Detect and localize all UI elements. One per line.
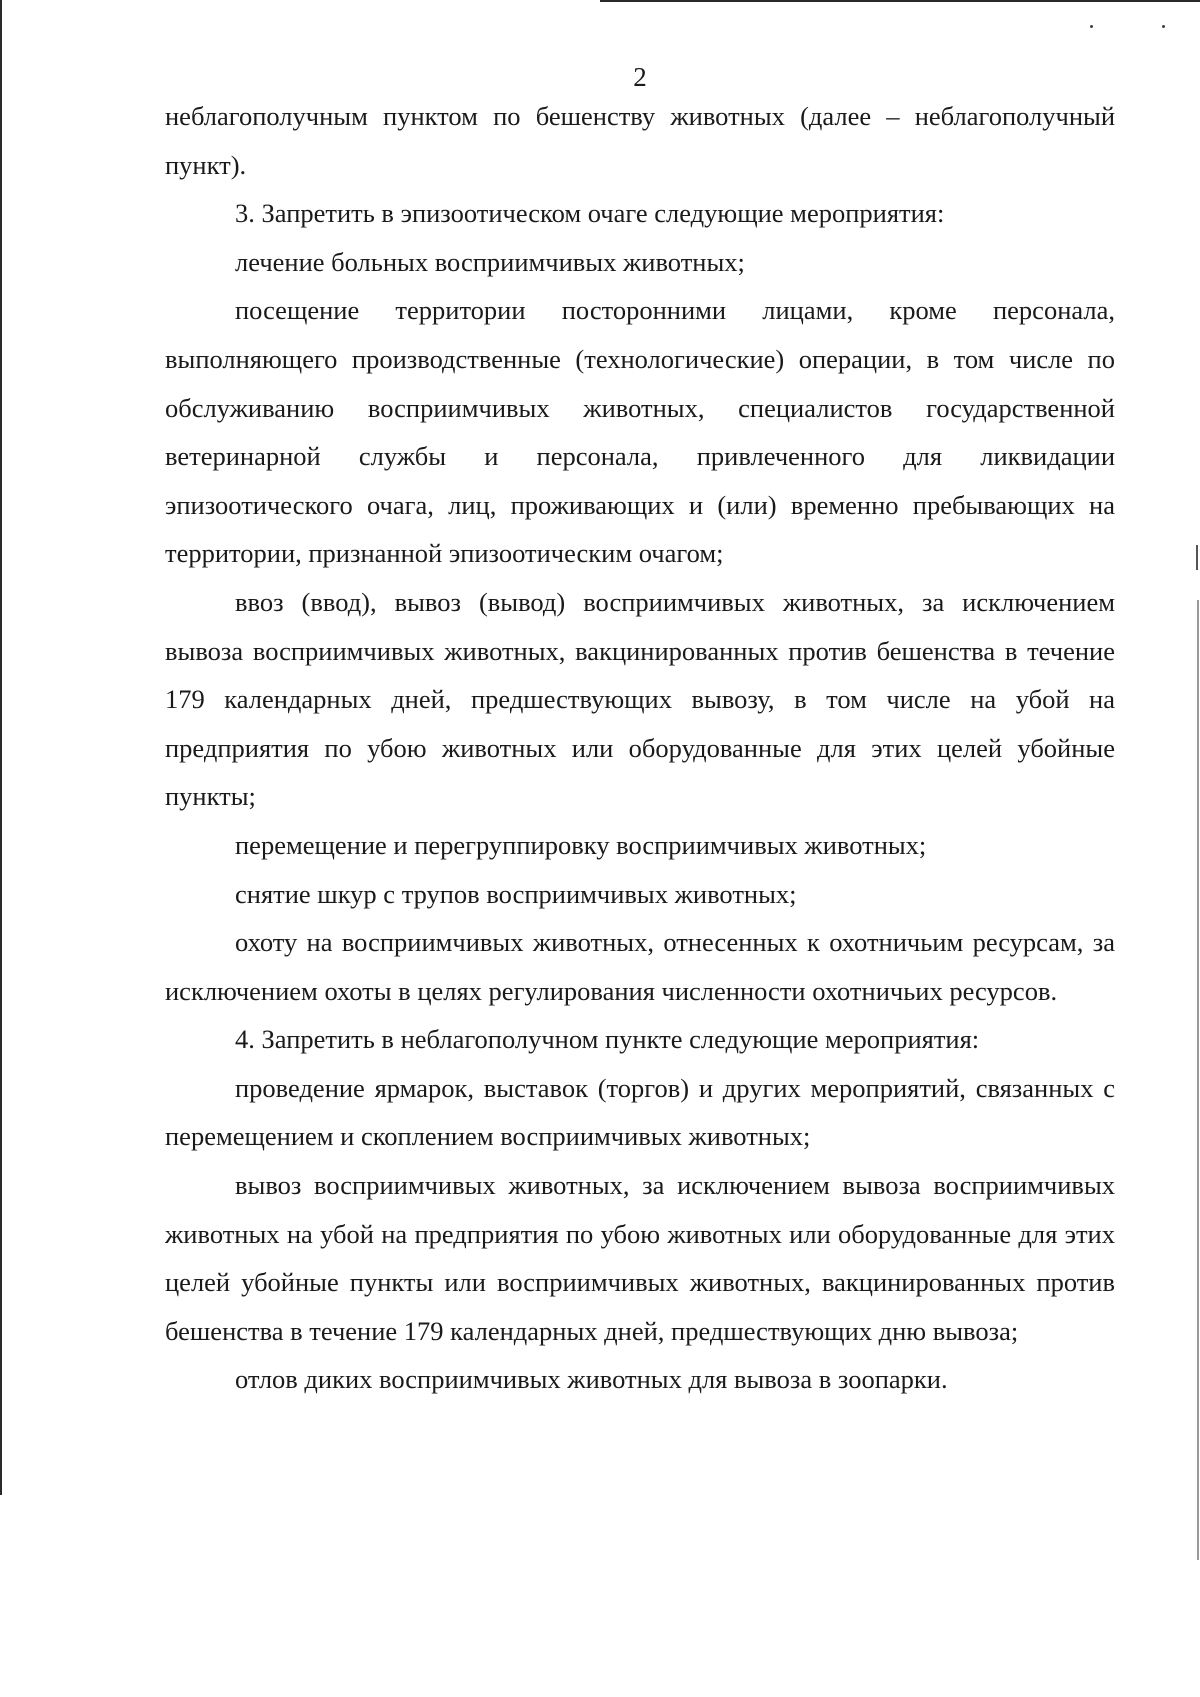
paragraph: ввоз (ввод), вывоз (вывод) восприимчивых животных, за исключением вывоза восприимчивых животных, вакцинированных против бешенства в течение 179 календарных дней, предшествующих вывозу, в том числе на убой на предприятия по убою животных или оборудованные для этих целей убойные пункты; xyxy=(165,586,1115,812)
paragraph: снятие шкур с трупов восприимчивых животных; xyxy=(235,878,797,909)
document-body xyxy=(165,92,1115,1404)
scan-speck xyxy=(1162,25,1165,28)
paragraph: охоту на восприимчивых животных, отнесенных к охотничьим ресурсам, за исключением охоты в целях регулирования численности охотничьих ресурсов. xyxy=(165,927,1115,1006)
scan-speck xyxy=(1090,25,1093,28)
paragraph: отлов диких восприимчивых животных для вывоза в зоопарки. xyxy=(235,1364,948,1395)
scan-edge-left xyxy=(0,0,2,1495)
scan-edge-right xyxy=(1197,600,1199,1560)
scan-mark-right xyxy=(1196,545,1198,570)
paragraph: перемещение и перегруппировку восприимчивых животных; xyxy=(235,829,927,860)
paragraph: 4. Запретить в неблагополучном пункте следующие мероприятия: xyxy=(235,1024,980,1055)
scan-edge-top xyxy=(600,0,1200,2)
paragraph: посещение территории посторонними лицами, кроме персонала, выполняющего производственные (технологические) операции, в том числе по обслуживанию восприимчивых животных, специалистов государственной ветеринарной службы и персонала, привлеченного для ликвидации эпизоотического очага, лиц, проживающих и (или) временно пребывающих на территории, признанной эпизоотическим очагом; xyxy=(165,295,1115,569)
page-number: 2 xyxy=(633,62,647,92)
paragraph: проведение ярмарок, выставок (торгов) и других мероприятий, связанных с перемещением и скоплением восприимчивых животных; xyxy=(165,1072,1115,1152)
paragraph: 3. Запретить в эпизоотическом очаге следующие мероприятия: xyxy=(235,198,945,229)
paragraph: вывоз восприимчивых животных, за исключением вывоза восприимчивых животных на убой на предприятия по убою животных или оборудованные для этих целей убойные пункты или восприимчивых животных, вакцинированных против бешенства в течение 179 календарных дней, предшествующих дню вывоза; xyxy=(165,1170,1115,1346)
paragraph: лечение больных восприимчивых животных; xyxy=(235,246,745,277)
paragraph: неблагополучным пунктом по бешенству животных (далее – неблагополучный пункт). xyxy=(165,101,1115,180)
